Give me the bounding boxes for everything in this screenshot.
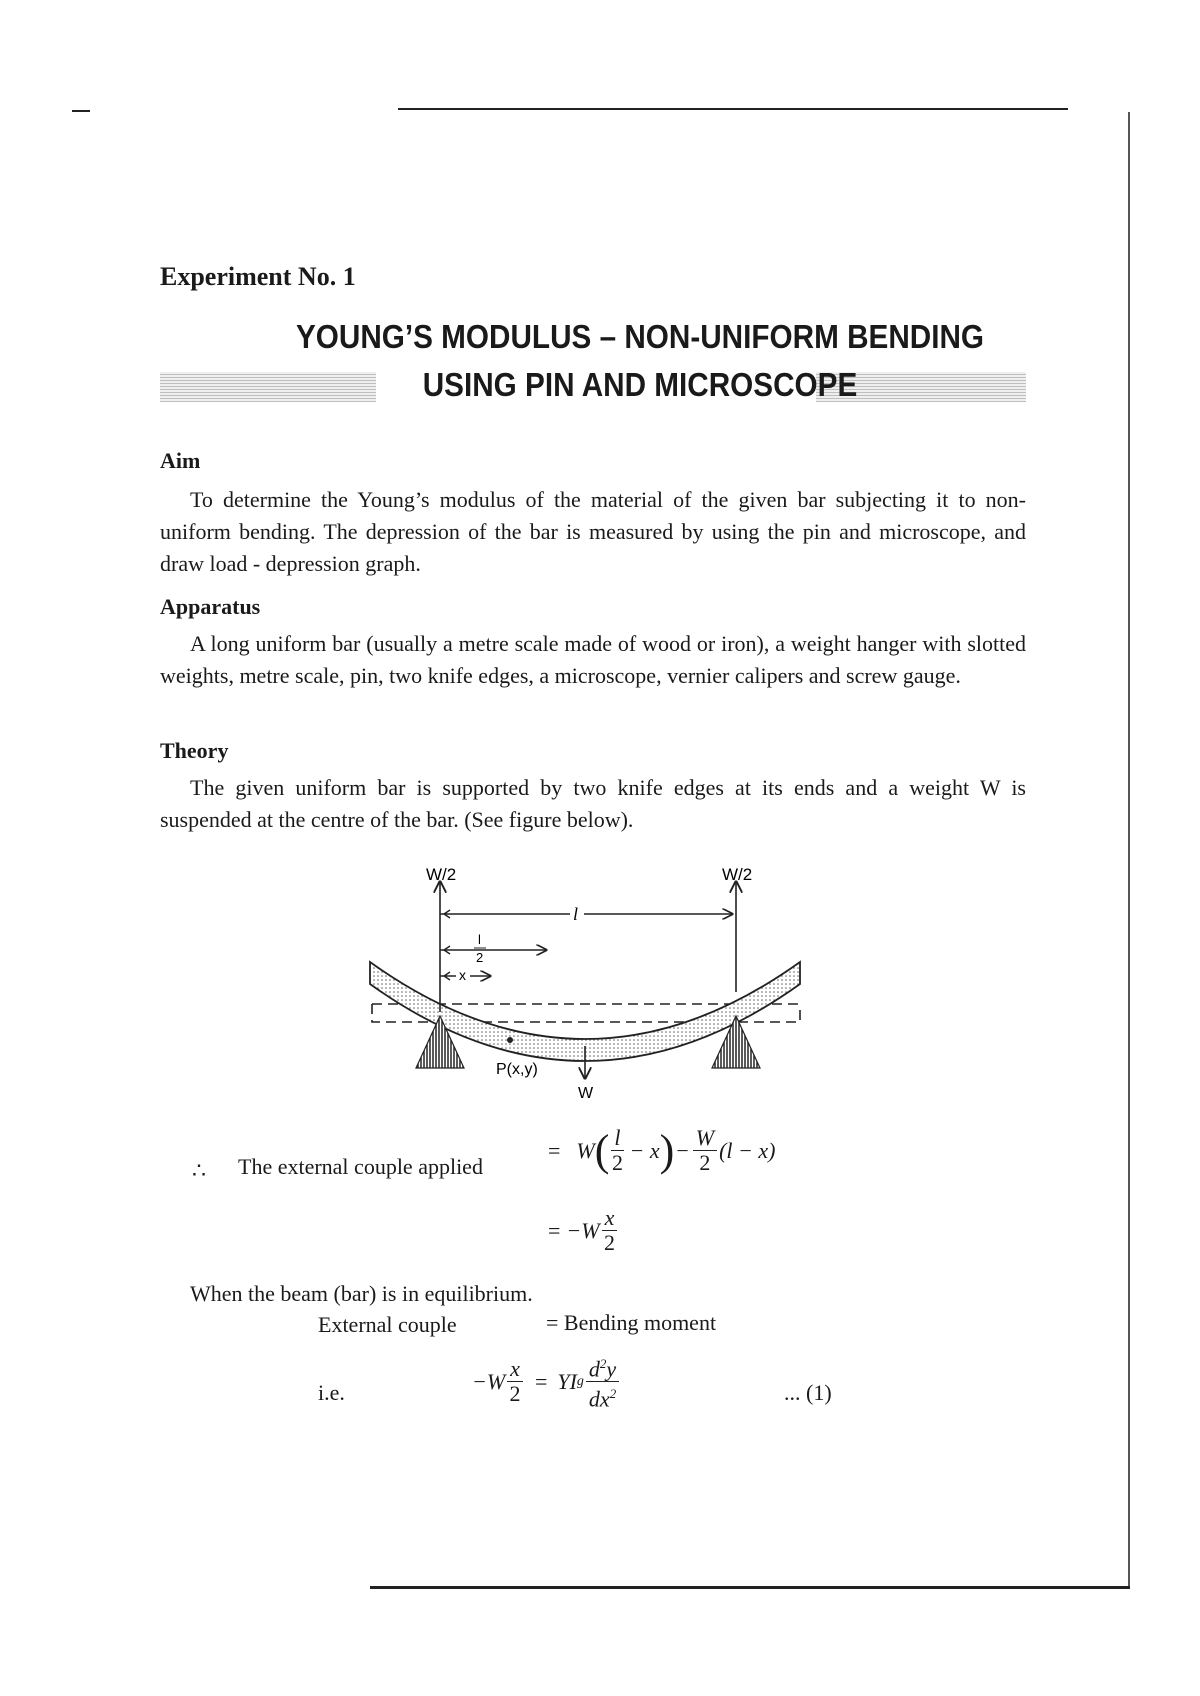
length-l-label: l	[573, 904, 579, 924]
equation-main	[472, 1352, 621, 1412]
half-length-num: l	[478, 932, 481, 947]
fraction-x-over-2: $\frac{x}{2}$	[602, 1206, 618, 1255]
eq-W: W	[576, 1137, 595, 1163]
l-minus-x: (l − x)	[719, 1137, 776, 1163]
left-force-label: W/2	[426, 866, 457, 884]
external-couple-label: The external couple applied	[238, 1154, 483, 1179]
aim-text: To determine the Young’s modulus of the material of the given bar subjecting it to non-uniform bending. The depression of the bar is measured by using the pin and microscope, and draw load - depression graph.	[160, 487, 1026, 576]
equation-number: ... (1)	[784, 1380, 832, 1405]
point-p-label: P(x,y)	[496, 1061, 538, 1078]
scan-bottom-border	[370, 1586, 1130, 1589]
load-label: W	[578, 1085, 594, 1102]
page-title-line-2: USING PIN AND MICROSCOPE	[422, 366, 858, 403]
eq-sign: =	[548, 1137, 561, 1163]
equation-1	[548, 1126, 775, 1175]
page-title-line-1: YOUNG’S MODULUS – NON-UNIFORM BENDING	[295, 318, 985, 355]
theory-heading: Theory	[160, 738, 229, 763]
half-length-den: 2	[476, 950, 484, 965]
YI: YI	[557, 1368, 577, 1394]
scan-top-left-mark	[72, 110, 90, 112]
ie-label: i.e.	[318, 1380, 345, 1405]
experiment-number: Experiment No. 1	[160, 262, 356, 291]
fraction-l-over-2: $\frac{l}{2}$	[611, 1125, 623, 1175]
neg-W-main: −W	[472, 1368, 506, 1394]
point-p-marker	[507, 1037, 513, 1043]
right-force-label: W/2	[722, 866, 753, 884]
fraction-W-over-2: $\frac{W}{2}$	[693, 1126, 717, 1175]
equation-2	[548, 1206, 619, 1255]
second-derivative: $\frac{d^2y}{dx^2}$	[586, 1352, 619, 1412]
fraction-x-over-2-main: $\frac{x}{2}$	[507, 1357, 523, 1406]
apparatus-heading: Apparatus	[160, 594, 261, 619]
eq-sign-2: =	[548, 1217, 561, 1243]
close-paren: )	[659, 1125, 675, 1175]
bending-moment-text: = Bending moment	[546, 1310, 717, 1335]
external-couple-text: External couple	[318, 1312, 457, 1337]
aim-heading: Aim	[160, 448, 201, 473]
equilibrium-text: When the beam (bar) is in equilibrium.	[190, 1281, 533, 1306]
open-paren: (	[594, 1125, 610, 1175]
therefore-symbol: ∴	[192, 1158, 206, 1183]
bending-figure	[360, 866, 820, 1116]
neg-W: −W	[566, 1217, 600, 1243]
theory-text: The given uniform bar is supported by two knife edges at its ends and a weight W is suspended at the centre of the bar. (See figure below).	[160, 775, 1026, 832]
apparatus-text: A long uniform bar (usually a metre scale made of wood or iron), a weight hanger with slotted weights, metre scale, pin, two knife edges, a microscope, vernier calipers and screw gauge.	[160, 631, 1026, 688]
scan-top-border	[398, 108, 1068, 110]
eq-sign-main: =	[534, 1368, 548, 1394]
subscript-g: g	[576, 1373, 584, 1389]
x-distance-label: x	[459, 967, 466, 983]
minus-sign: −	[676, 1137, 689, 1163]
minus-x: − x	[629, 1137, 660, 1163]
